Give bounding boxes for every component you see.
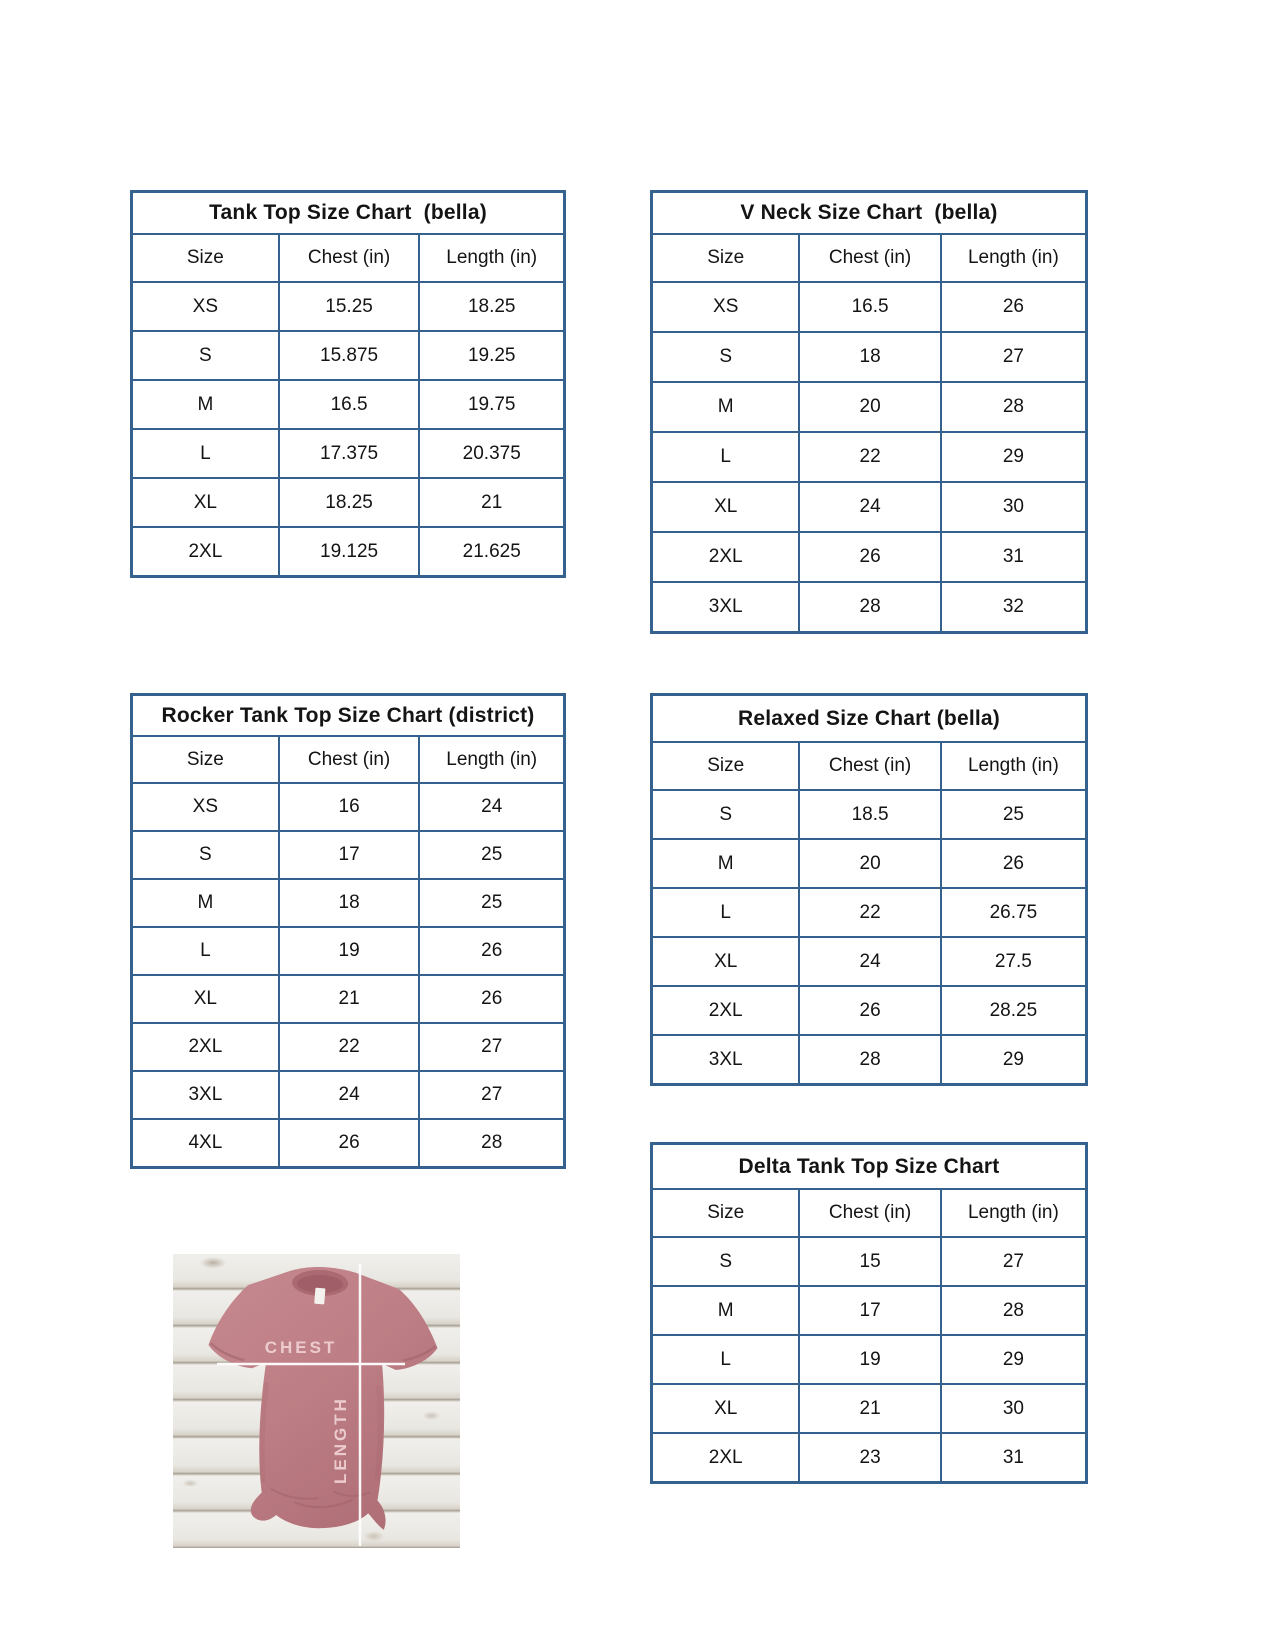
table-title: V Neck Size Chart (bella)	[652, 192, 1087, 235]
table-cell: 3XL	[652, 582, 800, 633]
table-cell: 27	[419, 1071, 564, 1119]
tank-top-header-row	[132, 234, 565, 282]
table-cell: 19.25	[419, 331, 564, 380]
table-cell: M	[652, 1286, 800, 1335]
v-neck-header-row	[652, 234, 1087, 282]
care-label	[314, 1288, 325, 1305]
table-cell: 2XL	[132, 1023, 279, 1071]
table-cell: 24	[279, 1071, 420, 1119]
table-cell: 20	[799, 382, 940, 432]
table-cell: 3XL	[132, 1071, 279, 1119]
table-cell: 26	[799, 532, 940, 582]
table-cell: 17.375	[279, 429, 420, 478]
table-cell: XS	[132, 783, 279, 831]
tank-top-table	[130, 190, 566, 578]
table-cell: 28	[941, 382, 1087, 432]
table-cell: 19.125	[279, 527, 420, 577]
table-cell: 26	[799, 986, 940, 1035]
table-cell: L	[652, 1335, 800, 1384]
table-row	[652, 986, 1087, 1035]
table-row	[652, 937, 1087, 986]
table-cell: 25	[419, 879, 564, 927]
delta-tank-top-title-row	[652, 1144, 1087, 1190]
table-cell: 19	[279, 927, 420, 975]
column-header: Chest (in)	[279, 736, 420, 783]
table-cell: 18.25	[419, 282, 564, 331]
table-cell: 27.5	[941, 937, 1087, 986]
table-cell: 26	[419, 975, 564, 1023]
column-header: Chest (in)	[799, 742, 940, 790]
table-cell: 27	[941, 332, 1087, 382]
table-cell: 28	[799, 582, 940, 633]
table-row	[132, 331, 565, 380]
table-row	[652, 1384, 1087, 1433]
table-cell: 18.25	[279, 478, 420, 527]
table-cell: 21	[419, 478, 564, 527]
table-cell: 26	[941, 839, 1087, 888]
table-cell: 20	[799, 839, 940, 888]
table-cell: 18	[799, 332, 940, 382]
table-row	[652, 282, 1087, 332]
table-cell: 2XL	[652, 532, 800, 582]
shirt-body	[204, 1264, 440, 1531]
table-cell: S	[132, 331, 279, 380]
relaxed-header-row	[652, 742, 1087, 790]
table-cell: XL	[652, 937, 800, 986]
table-cell: 26	[941, 282, 1087, 332]
tank-top-size-chart	[130, 190, 566, 578]
table-cell: XL	[132, 975, 279, 1023]
table-cell: 28	[799, 1035, 940, 1085]
table-cell: 29	[941, 1335, 1087, 1384]
table-row	[132, 879, 565, 927]
column-header: Chest (in)	[799, 234, 940, 282]
table-cell: 26	[279, 1119, 420, 1168]
table-cell: 17	[279, 831, 420, 879]
table-row	[132, 783, 565, 831]
table-cell: L	[652, 432, 800, 482]
table-cell: 16.5	[279, 380, 420, 429]
table-cell: 2XL	[132, 527, 279, 577]
table-cell: 29	[941, 1035, 1087, 1085]
table-cell: 19	[799, 1335, 940, 1384]
table-cell: L	[132, 927, 279, 975]
rocker-tank-top-title-row	[132, 695, 565, 737]
column-header: Size	[652, 234, 800, 282]
table-cell: 19.75	[419, 380, 564, 429]
table-row	[652, 482, 1087, 532]
delta-tank-top-size-chart	[650, 1142, 1088, 1484]
table-row	[132, 429, 565, 478]
v-neck-title-row	[652, 192, 1087, 235]
table-cell: 22	[279, 1023, 420, 1071]
delta-tank-top-table	[650, 1142, 1088, 1484]
column-header: Chest (in)	[799, 1189, 940, 1237]
column-header: Chest (in)	[279, 234, 420, 282]
shirt-graphic	[173, 1254, 460, 1548]
table-cell: 21	[279, 975, 420, 1023]
table-cell: 29	[941, 432, 1087, 482]
table-cell: 25	[941, 790, 1087, 839]
table-row	[132, 380, 565, 429]
table-cell: 27	[941, 1237, 1087, 1286]
length-label: LENGTH	[331, 1396, 350, 1484]
table-cell: 22	[799, 432, 940, 482]
table-cell: 30	[941, 1384, 1087, 1433]
table-cell: 30	[941, 482, 1087, 532]
rocker-tank-top-size-chart	[130, 693, 566, 1169]
table-cell: 16.5	[799, 282, 940, 332]
column-header: Size	[132, 736, 279, 783]
table-cell: 28.25	[941, 986, 1087, 1035]
delta-tank-top-header-row	[652, 1189, 1087, 1237]
table-cell: 27	[419, 1023, 564, 1071]
table-cell: 24	[799, 482, 940, 532]
column-header: Length (in)	[941, 742, 1087, 790]
table-cell: M	[652, 839, 800, 888]
rocker-tank-top-table	[130, 693, 566, 1169]
table-cell: L	[132, 429, 279, 478]
table-row	[652, 790, 1087, 839]
column-header: Length (in)	[419, 234, 564, 282]
table-cell: 32	[941, 582, 1087, 633]
table-cell: 26	[419, 927, 564, 975]
table-cell: XL	[132, 478, 279, 527]
table-row	[652, 839, 1087, 888]
table-title: Rocker Tank Top Size Chart (district)	[132, 695, 565, 737]
column-header: Length (in)	[419, 736, 564, 783]
table-title: Delta Tank Top Size Chart	[652, 1144, 1087, 1190]
table-cell: 22	[799, 888, 940, 937]
table-row	[652, 432, 1087, 482]
table-row	[652, 332, 1087, 382]
table-cell: 23	[799, 1433, 940, 1483]
table-cell: 4XL	[132, 1119, 279, 1168]
table-cell: 28	[419, 1119, 564, 1168]
table-cell: XL	[652, 482, 800, 532]
table-row	[652, 1335, 1087, 1384]
table-cell: XS	[652, 282, 800, 332]
table-row	[132, 1023, 565, 1071]
table-cell: 21.625	[419, 527, 564, 577]
relaxed-table	[650, 693, 1088, 1086]
table-cell: 24	[799, 937, 940, 986]
table-row	[652, 1237, 1087, 1286]
table-title: Tank Top Size Chart (bella)	[132, 192, 565, 235]
table-cell: 31	[941, 532, 1087, 582]
table-row	[652, 888, 1087, 937]
table-cell: M	[132, 879, 279, 927]
table-cell: L	[652, 888, 800, 937]
table-row	[652, 1286, 1087, 1335]
table-cell: M	[132, 380, 279, 429]
table-row	[132, 282, 565, 331]
table-cell: 24	[419, 783, 564, 831]
table-row	[652, 382, 1087, 432]
table-cell: S	[132, 831, 279, 879]
table-cell: 18	[279, 879, 420, 927]
table-cell: 2XL	[652, 1433, 800, 1483]
table-cell: 2XL	[652, 986, 800, 1035]
column-header: Size	[652, 1189, 800, 1237]
table-cell: XS	[132, 282, 279, 331]
table-cell: S	[652, 1237, 800, 1286]
shirt-measurement-photo	[173, 1254, 460, 1548]
table-cell: M	[652, 382, 800, 432]
v-neck-size-chart	[650, 190, 1088, 634]
table-cell: 25	[419, 831, 564, 879]
table-cell: 3XL	[652, 1035, 800, 1085]
table-cell: S	[652, 332, 800, 382]
column-header: Length (in)	[941, 1189, 1087, 1237]
relaxed-size-chart	[650, 693, 1088, 1086]
table-cell: 15.25	[279, 282, 420, 331]
table-cell: XL	[652, 1384, 800, 1433]
table-row	[132, 975, 565, 1023]
table-cell: 16	[279, 783, 420, 831]
table-cell: 20.375	[419, 429, 564, 478]
table-cell: 17	[799, 1286, 940, 1335]
table-row	[652, 1035, 1087, 1085]
column-header: Size	[652, 742, 800, 790]
table-row	[132, 831, 565, 879]
rocker-tank-top-header-row	[132, 736, 565, 783]
column-header: Length (in)	[941, 234, 1087, 282]
table-title: Relaxed Size Chart (bella)	[652, 695, 1087, 743]
table-cell: S	[652, 790, 800, 839]
table-row	[132, 527, 565, 577]
relaxed-title-row	[652, 695, 1087, 743]
table-cell: 26.75	[941, 888, 1087, 937]
table-row	[132, 1119, 565, 1168]
table-cell: 31	[941, 1433, 1087, 1483]
column-header: Size	[132, 234, 279, 282]
table-row	[652, 582, 1087, 633]
table-cell: 18.5	[799, 790, 940, 839]
tank-top-title-row	[132, 192, 565, 235]
table-row	[652, 532, 1087, 582]
table-cell: 21	[799, 1384, 940, 1433]
table-cell: 15	[799, 1237, 940, 1286]
table-row	[132, 478, 565, 527]
v-neck-table	[650, 190, 1088, 634]
table-row	[132, 927, 565, 975]
table-cell: 15.875	[279, 331, 420, 380]
table-cell: 28	[941, 1286, 1087, 1335]
table-row	[652, 1433, 1087, 1483]
table-row	[132, 1071, 565, 1119]
chest-label: CHEST	[264, 1338, 338, 1357]
